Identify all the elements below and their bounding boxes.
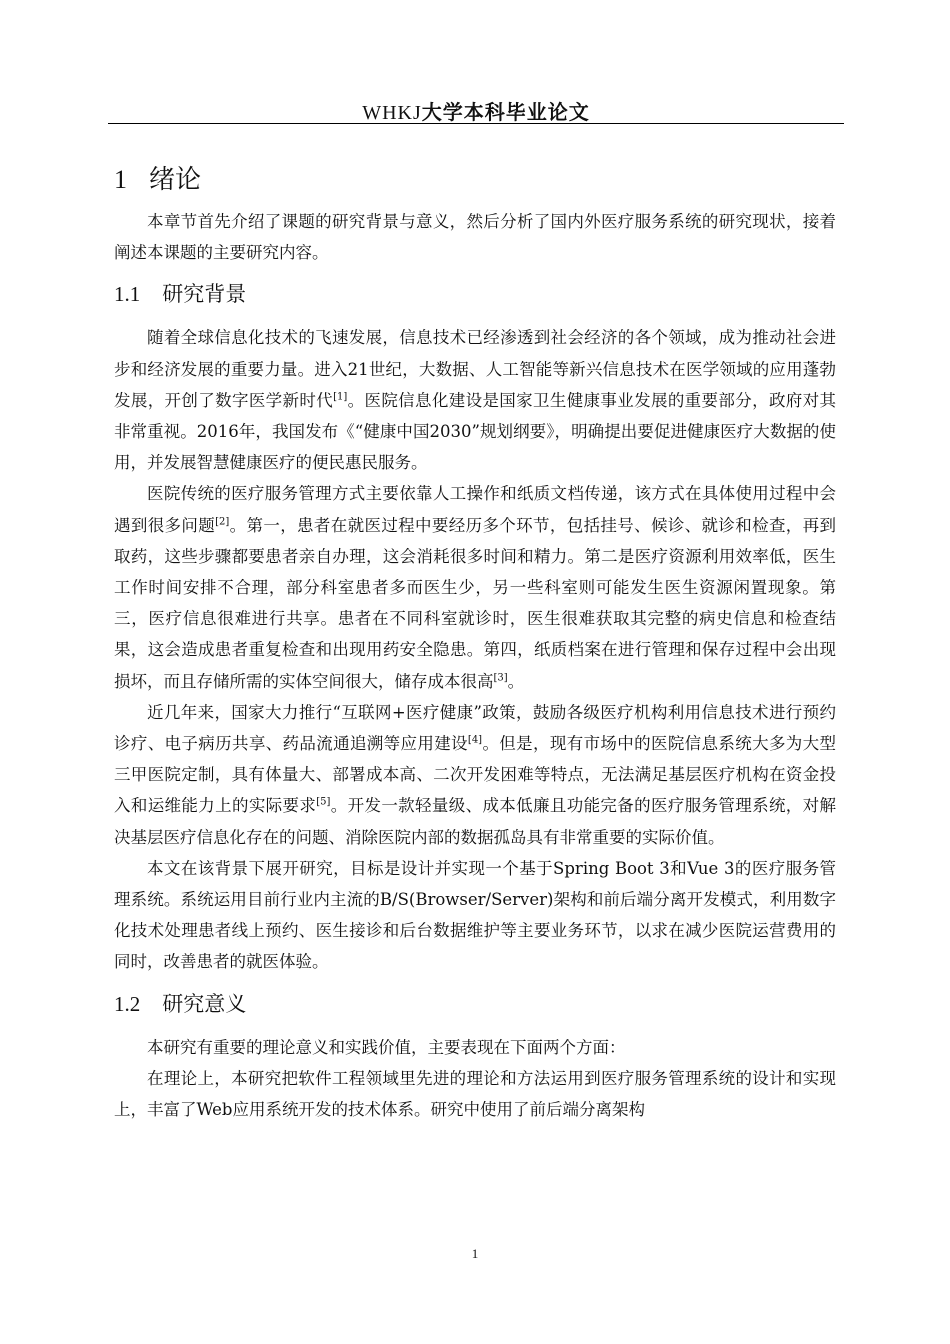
section-number: 1.1 [114, 282, 141, 307]
section-heading-1-1 [114, 276, 836, 312]
section-number: 1.2 [114, 991, 141, 1016]
chapter-number: 1 [114, 165, 127, 194]
page-number: 1 [471, 1246, 479, 1261]
text-run: 。第一，患者在就医过程中要经历多个环节，包括挂号、候诊、就诊和检查，再到取药，这些步骤都要患者亲自办理，这会消耗很多时间和精力。第二是医疗资源利用效率低，医生工作时间安排不合理，部分科室患者多而医生少，另一些科室则可能发生医生资源闲置现象。第三，医疗信息很难进行共享。患者在不同科室就诊时，医生很难获取其完整的病史信息和检查结果，这会造成患者重复检查和出现用药安全隐患。第四，纸质档案在进行管理和保存过程中会出现损坏，而且存储所需的实体空间很大，储存成本很高 [114, 515, 837, 691]
header-title: 大学本科毕业论文 [421, 100, 590, 124]
chapter-title: 绪论 [149, 165, 202, 195]
paragraph-background-4: 本文在该背景下展开研究，目标是设计并实现一个基于Spring Boot 3和Vue 3的医疗服务管理系统。系统运用目前行业内主流的B/S(Browser/Server)架构和前后端分离开发模式，利用数字化技术处理患者线上预约、医生接诊和后台数据维护等主要业务环节，以求在减少医院运营费用的同时，改善患者的就医体验。 [114, 858, 836, 972]
paragraph-background-2 [114, 478, 836, 696]
chapter-intro: 本章节首先介绍了课题的研究背景与意义，然后分析了国内外医疗服务系统的研究现状，接着阐述本课题的主要研究内容。 [114, 212, 836, 263]
citation: [2] [215, 516, 230, 528]
section-heading-1-2 [114, 986, 836, 1022]
section-title: 研究背景 [162, 282, 247, 307]
paragraph-background-3 [114, 697, 836, 853]
text-run: 随着全球信息化技术的飞速发展，信息技术已经渗透到社会经济的各个领域，成为推动社会进步和经济发展的重要力量。进入21世纪，大数据、人工智能等新兴信息技术在医学领域的应用蓬勃发展，开创了数字医学新时代 [114, 328, 836, 410]
header-rule [108, 123, 844, 124]
text-run: 。 [507, 671, 525, 691]
paragraph-significance-2: 在理论上，本研究把软件工程领域里先进的理论和方法运用到医疗服务管理系统的设计和实现上，丰富了Web应用系统开发的技术体系。研究中使用了前后端分离架构 [114, 1068, 836, 1120]
text-run: 。开发一款轻量级、成本低廉且功能完备的医疗服务管理系统，对解决基层医疗信息化存在的问题、消除医院内部的数据孤岛具有非常重要的实际价值。 [114, 796, 837, 847]
page-body [114, 160, 836, 1125]
text-run: 医院传统的医疗服务管理方式主要依靠人工操作和纸质文档传递，该方式在具体使用过程中会遇到很多问题 [114, 484, 836, 535]
text-run: 。医院信息化建设是国家卫生健康事业发展的重要部分，政府对其非常重视。2016年，我国发布《“健康中国2030”规划纲要》，明确提出要促进健康医疗大数据的使用，并发展智慧健康医疗的便民惠民服务。 [114, 390, 837, 473]
citation: [4] [467, 734, 483, 746]
citation: [1] [333, 391, 348, 403]
citation: [3] [493, 672, 508, 684]
section-title: 研究意义 [162, 991, 247, 1016]
chapter-heading [114, 160, 836, 200]
text-run: 近几年来，国家大力推行“互联网+医疗健康”政策，鼓励各级医疗机构利用信息技术进行预约诊疗、电子病历共享、药品流通追溯等应用建设 [114, 702, 836, 754]
page-header [108, 96, 844, 125]
citation: [5] [316, 796, 331, 808]
paragraph-background-1 [114, 322, 836, 478]
text-run: 。但是，现有市场中的医院信息系统大多为大型三甲医院定制，具有体量大、部署成本高、二次开发困难等特点，无法满足基层医疗机构在资金投入和运维能力上的实际要求 [114, 734, 837, 816]
paragraph-significance-1: 本研究有重要的理论意义和实践价值，主要表现在下面两个方面： [147, 1037, 626, 1057]
header-school-code: WHKJ [362, 102, 422, 124]
